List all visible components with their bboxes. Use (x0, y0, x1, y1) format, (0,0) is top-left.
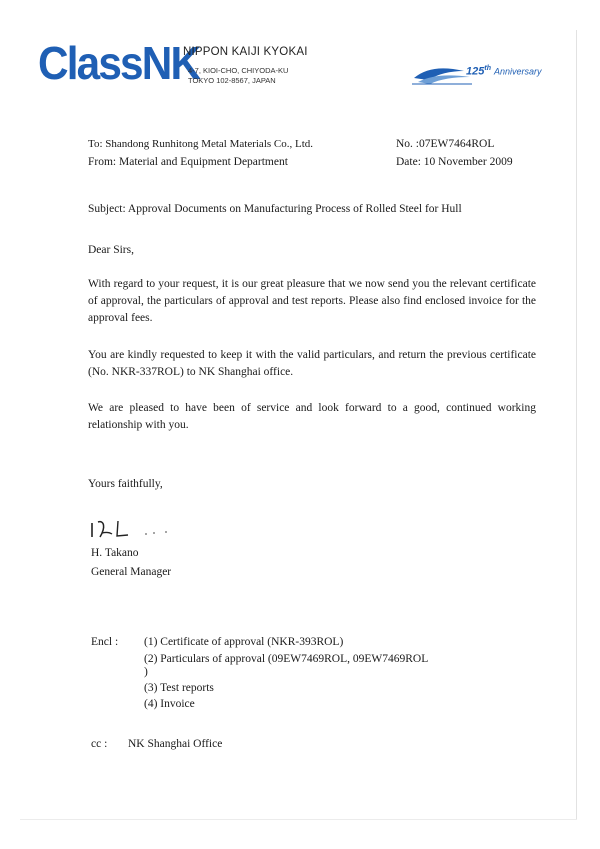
cc-value: NK Shanghai Office (128, 738, 223, 750)
anniversary-number: 125 (466, 65, 485, 78)
enclosures-label: Encl : (91, 636, 119, 648)
anniversary-suffix: th (484, 65, 491, 72)
org-address (188, 66, 288, 86)
from-line: From: Material and Equipment Department (88, 156, 288, 168)
anniversary-word: Anniversary (494, 66, 542, 77)
salutation: Dear Sirs, (88, 244, 134, 256)
anniversary-badge (466, 65, 542, 78)
page-edge-bottom (20, 819, 577, 820)
enclosure-item: (4) Invoice (144, 698, 195, 710)
handwritten-signature (88, 517, 188, 539)
anniversary-wave-icon (412, 62, 474, 86)
page-edge-right (576, 30, 577, 820)
org-name: NIPPON KAIJI KYOKAI (183, 46, 308, 58)
classnk-logo: ClassNK (38, 37, 200, 89)
closing: Yours faithfully, (88, 478, 163, 490)
address-line-1: 4-7, KIOI-CHO, CHIYODA-KU (188, 66, 289, 75)
enclosure-item: (3) Test reports (144, 682, 214, 694)
cc-label: cc : (91, 738, 108, 750)
to-line: To: Shandong Runhitong Metal Materials Co., Ltd. (88, 138, 314, 150)
reference-number: No. :07EW7464ROL (396, 138, 495, 150)
enclosure-item: (1) Certificate of approval (NKR-393ROL) (144, 636, 344, 648)
subject-line: Subject: Approval Documents on Manufacturing Process of Rolled Steel for Hull (88, 203, 462, 215)
address-line-2: TOKYO 102-8567, JAPAN (188, 76, 276, 85)
body-paragraph-3: We are pleased to have been of service and look forward to a good, continued working relationship with you. (88, 402, 536, 431)
enclosure-item: (2) Particulars of approval (09EW7469ROL, 09EW7469ROL (144, 653, 429, 665)
letter-date: Date: 10 November 2009 (396, 156, 513, 168)
body-paragraph-1: With regard to your request, it is our great pleasure that we now send you the relevant certificate of approval, the particulars of approval and test reports. Please also find enclosed invoice for the approval fees. (88, 278, 536, 324)
body-paragraph-2: You are kindly requested to keep it with the valid particulars, and return the previous certificate (No. NKR-337ROL) to NK Shanghai office. (88, 349, 536, 378)
enclosure-item: ) (144, 666, 148, 678)
signatory-name: H. Takano (91, 547, 139, 559)
signatory-title: General Manager (91, 566, 172, 578)
